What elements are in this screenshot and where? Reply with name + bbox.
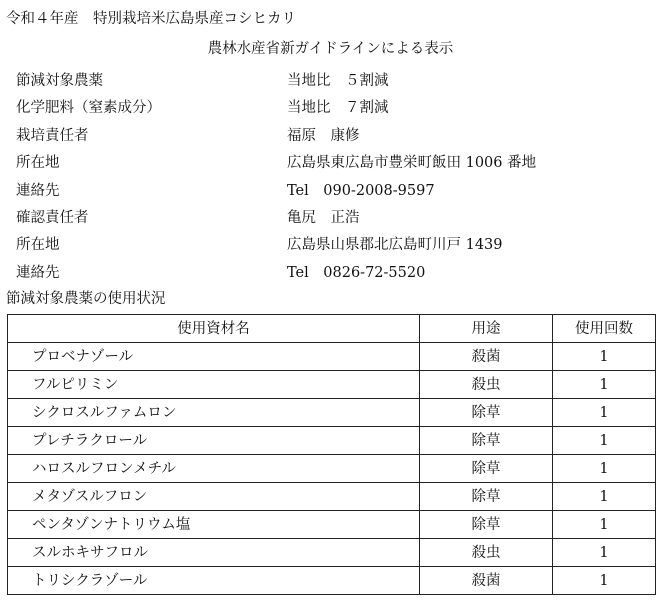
table-row (8, 399, 656, 427)
purpose-cell: 殺虫 (420, 539, 553, 567)
purpose-cell: 除草 (420, 399, 553, 427)
info-label: 連絡先 (16, 182, 60, 199)
info-label: 連絡先 (16, 264, 60, 281)
table-row (8, 567, 656, 595)
purpose-cell: 殺虫 (420, 371, 553, 399)
column-header-count: 使用回数 (553, 315, 656, 343)
info-row-grower (0, 121, 661, 148)
purpose-cell: 除草 (420, 511, 553, 539)
material-cell: プレチラクロール (8, 427, 420, 455)
info-value: 福原 康修 (287, 127, 360, 144)
info-row-grower-contact (0, 176, 661, 203)
info-row-chemical-fertilizer (0, 93, 661, 120)
purpose-cell: 殺菌 (420, 567, 553, 595)
table-row (8, 539, 656, 567)
info-value: 当地比 ７割減 (287, 100, 389, 117)
material-cell: プロベナゾール (8, 343, 420, 371)
count-cell: 1 (553, 399, 656, 427)
table-row (8, 483, 656, 511)
table-header-row (8, 315, 656, 343)
info-label: 所在地 (16, 155, 60, 172)
material-cell: スルホキサフロル (8, 539, 420, 567)
purpose-cell: 除草 (420, 483, 553, 511)
material-cell: シクロスルファムロン (8, 399, 420, 427)
table-row (8, 371, 656, 399)
info-value: 当地比 ５割減 (287, 73, 389, 89)
table-row (8, 455, 656, 483)
count-cell: 1 (553, 567, 656, 595)
info-row-verifier-contact (0, 258, 661, 285)
info-label: 化学肥料（窒素成分） (16, 100, 161, 117)
purpose-cell: 除草 (420, 455, 553, 483)
purpose-cell: 除草 (420, 427, 553, 455)
guideline-heading: 農林水産省新ガイドラインによる表示 (207, 41, 454, 57)
purpose-cell: 殺菌 (420, 343, 553, 371)
label-info-list (0, 66, 661, 285)
count-cell: 1 (553, 343, 656, 371)
info-row-verifier-address (0, 230, 661, 257)
count-cell: 1 (553, 427, 656, 455)
table-row (8, 343, 656, 371)
count-cell: 1 (553, 455, 656, 483)
count-cell: 1 (553, 483, 656, 511)
info-label: 節減対象農薬 (16, 73, 103, 89)
count-cell: 1 (553, 539, 656, 567)
document-title: 令和４年産 特別栽培米広島県産コシヒカリ (6, 11, 296, 27)
column-header-purpose: 用途 (420, 315, 553, 343)
table-row (8, 511, 656, 539)
material-cell: メタゾスルフロン (8, 483, 420, 511)
material-cell: ハロスルフロンメチル (8, 455, 420, 483)
pesticide-usage-table (7, 314, 656, 595)
count-cell: 1 (553, 371, 656, 399)
info-row-verifier (0, 203, 661, 230)
material-cell: トリシクラゾール (8, 567, 420, 595)
info-label: 確認責任者 (16, 209, 89, 226)
info-value: Tel 090-2008-9597 (287, 182, 435, 199)
info-row-grower-address (0, 148, 661, 175)
material-cell: ペンタゾンナトリウム塩 (8, 511, 420, 539)
table-row (8, 427, 656, 455)
info-label: 所在地 (16, 237, 60, 254)
info-value: 広島県山県郡北広島町川戸 1439 (287, 237, 503, 254)
info-label: 栽培責任者 (16, 127, 89, 144)
info-value: Tel 0826-72-5520 (287, 264, 426, 281)
count-cell: 1 (553, 511, 656, 539)
material-cell: フルピリミン (8, 371, 420, 399)
section-title: 節減対象農薬の使用状況 (6, 291, 166, 307)
info-value: 広島県東広島市豊栄町飯田 1006 番地 (287, 155, 537, 172)
info-row-reduced-pesticides (0, 66, 661, 93)
column-header-material: 使用資材名 (8, 315, 420, 343)
info-value: 亀尻 正浩 (287, 209, 360, 226)
